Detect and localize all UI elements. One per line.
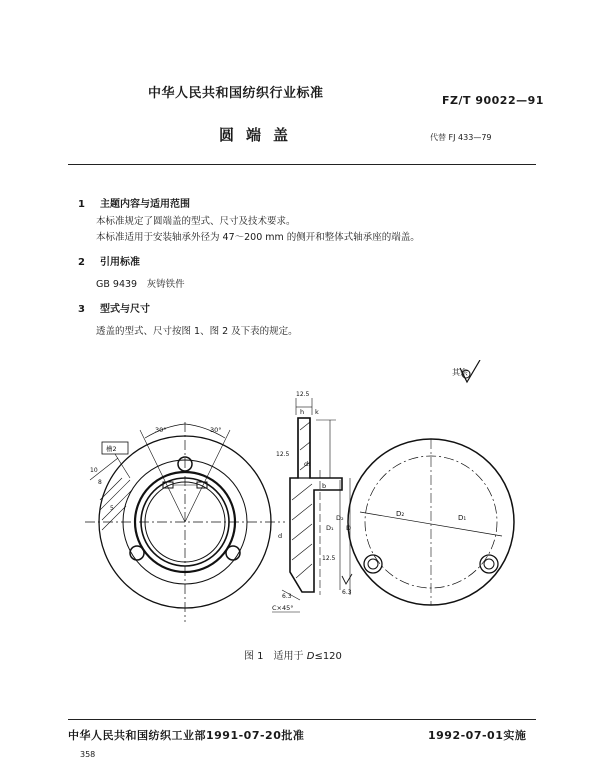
page-number: 358	[80, 750, 96, 759]
angle-label-left: 30°	[155, 426, 167, 434]
section-number: 1	[78, 199, 85, 210]
roughness-top-label: 12.5	[296, 391, 310, 398]
section-2-heading	[78, 253, 140, 268]
dim-D-label: D	[346, 524, 352, 532]
section-1-para-2: 本标准适用于安装轴承外径为 47～200 mm 的侧开和整体式轴承座的端盖。	[96, 232, 420, 243]
roughness-note: 其余	[452, 368, 468, 377]
dim-D1-label: D₁	[326, 524, 334, 532]
chamfer-label: C×45°	[272, 604, 294, 612]
approval-note: 中华人民共和国纺织工业部1991-07-20批准	[68, 729, 305, 742]
dim-10-label: 10	[90, 467, 98, 474]
caption-suffix: ≤120	[314, 651, 342, 662]
section-title: 型式与尺寸	[100, 304, 150, 315]
dim-h-label: h	[300, 408, 305, 416]
section-1-para-1: 本标准规定了圆端盖的型式、尺寸及技术要求。	[96, 216, 296, 227]
dim-5-label: 5	[110, 505, 114, 512]
caption-prefix: 图 1 适用于	[244, 651, 307, 662]
end-cap-drawing	[60, 360, 540, 640]
groove-label: 槽2	[106, 445, 117, 453]
section-3-heading	[78, 300, 150, 315]
section-number: 2	[78, 257, 85, 268]
rear-D1-label: D₁	[458, 514, 467, 522]
roughness-6-3b-label: 6.3	[342, 589, 352, 596]
dim-k-label: k	[315, 408, 319, 416]
roughness-mid-label: 12.5	[322, 555, 336, 562]
angle-label-right: 30°	[210, 426, 222, 434]
dim-8-label: 8	[98, 479, 102, 486]
section-2-para-1: GB 9439 灰铸铁件	[96, 279, 185, 290]
replaces-note: 代替 FJ 433—79	[430, 133, 492, 142]
section-number: 3	[78, 304, 85, 315]
section-3-para-1: 透盖的型式、尺寸按图 1、图 2 及下表的规定。	[96, 326, 298, 337]
standard-title: 中华人民共和国纺织行业标准	[148, 86, 324, 101]
rear-view	[348, 439, 514, 605]
dim-d-label: d	[278, 532, 283, 540]
figure-caption	[244, 647, 342, 662]
dim-D2-label: D₂	[336, 514, 344, 522]
section-1-heading	[78, 195, 190, 210]
section-title: 引用标准	[100, 257, 140, 268]
header-divider	[68, 164, 536, 165]
roughness-6-3-label: 6.3	[282, 593, 292, 600]
document-title: 圆端盖	[219, 126, 301, 144]
implementation-date: 1992-07-01实施	[428, 729, 527, 742]
caption-variable: D	[306, 651, 315, 662]
rear-D2-label: D₂	[396, 510, 405, 518]
standard-code: FZ/T 90022—91	[442, 94, 544, 107]
footer-divider	[68, 719, 536, 720]
dim-d1-label: d₁	[304, 460, 311, 468]
dim-12-5-label: 12.5	[276, 451, 290, 458]
section-title: 主题内容与适用范围	[100, 199, 190, 210]
dim-b-label: b	[322, 482, 327, 490]
section-view	[272, 398, 352, 612]
